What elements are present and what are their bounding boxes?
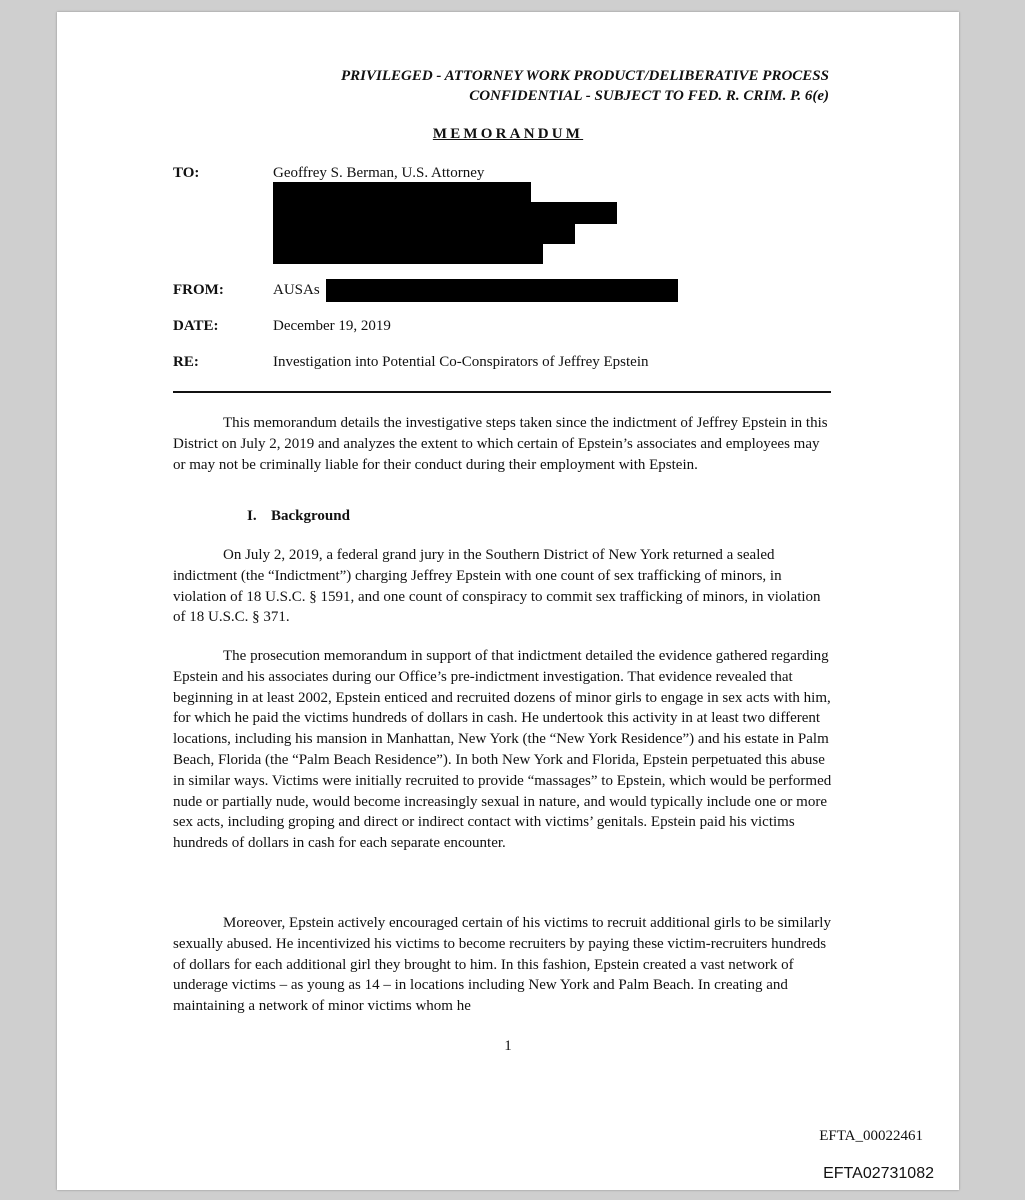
section-heading [247, 508, 350, 525]
background-paragraph-3: Moreover, Epstein actively encouraged certain of his victims to recruit additional girls to be similarly sexually abused. He incentivized his victims to become recruiters by paying these victim-recruiters hundreds of dollars for each additional girl they brought to him. In this fashion, Epstein created a vast network of underage victims – as young as 14 – in locations including New York and Palm Beach. In creating and maintaining a network of minor victims whom he [173, 915, 831, 1015]
redaction-block [531, 244, 543, 264]
redaction-block [531, 202, 617, 224]
from-label: FROM: [173, 282, 224, 298]
bates-number-primary: EFTA_00022461 [819, 1128, 923, 1144]
re-label: RE: [173, 354, 199, 370]
intro-paragraph: This memorandum details the investigative steps taken since the indictment of Jeffrey Epstein in this District on July 2, 2019 and analyzes the extent to which certain of Epstein’s associates and employees may or may not be criminally liable for their conduct during their employment with Epstein. [173, 415, 828, 473]
document-page [57, 12, 959, 1190]
privilege-header-line-1: PRIVILEGED - ATTORNEY WORK PRODUCT/DELIBERATIVE PROCESS [340, 68, 829, 84]
from-value: AUSAs [273, 282, 320, 298]
date-label: DATE: [173, 318, 219, 334]
page-number: 1 [504, 1038, 512, 1054]
privilege-header-line-2: CONFIDENTIAL - SUBJECT TO FED. R. CRIM. P. 6(e) [469, 88, 829, 104]
to-label: TO: [173, 165, 200, 181]
section-number: I. [247, 508, 257, 524]
memo-title: MEMORANDUM [432, 126, 584, 142]
section-title: Background [271, 508, 350, 524]
background-paragraph-1: On July 2, 2019, a federal grand jury in the Southern District of New York returned a sealed indictment (the “Indictment”) charging Jeffrey Epstein with one count of sex trafficking of minors, in violation of 18 U.S.C. § 1591, and one count of conspiracy to commit sex trafficking of minors, in violation of 18 U.S.C. § 371. [173, 547, 821, 626]
header-divider [173, 391, 831, 393]
background-paragraph-2: The prosecution memorandum in support of that indictment detailed the evidence gathered regarding Epstein and his associates during our Office’s pre-indictment investigation. That evidence revealed that beginning in at least 2002, Epstein enticed and recruited dozens of minor girls to engage in sex acts with him, for which he paid the victims hundreds of dollars in cash. He undertook this activity in at least two different locations, including his mansion in Manhattan, New York (the “New York Residence”) and his estate in Palm Beach, Florida (the “Palm Beach Residence”). In both New York and Florida, Epstein perpetuated this abuse in similar ways. Victims were initially recruited to provide “massages” to Epstein, which would be performed nude or partially nude, would become increasingly sexual in nature, and would typically include one or more sex acts, including groping and direct or indirect contact with victims’ genitals. Epstein paid his victims hundreds of dollars in cash for each separate encounter. [173, 648, 832, 852]
redaction-block [273, 182, 531, 264]
to-value: Geoffrey S. Berman, U.S. Attorney [273, 165, 485, 181]
redaction-block [531, 224, 575, 244]
bates-number-secondary: EFTA02731082 [823, 1165, 934, 1182]
re-value: Investigation into Potential Co-Conspirators of Jeffrey Epstein [273, 354, 649, 370]
redaction-block [326, 279, 678, 302]
date-value: December 19, 2019 [273, 318, 391, 334]
